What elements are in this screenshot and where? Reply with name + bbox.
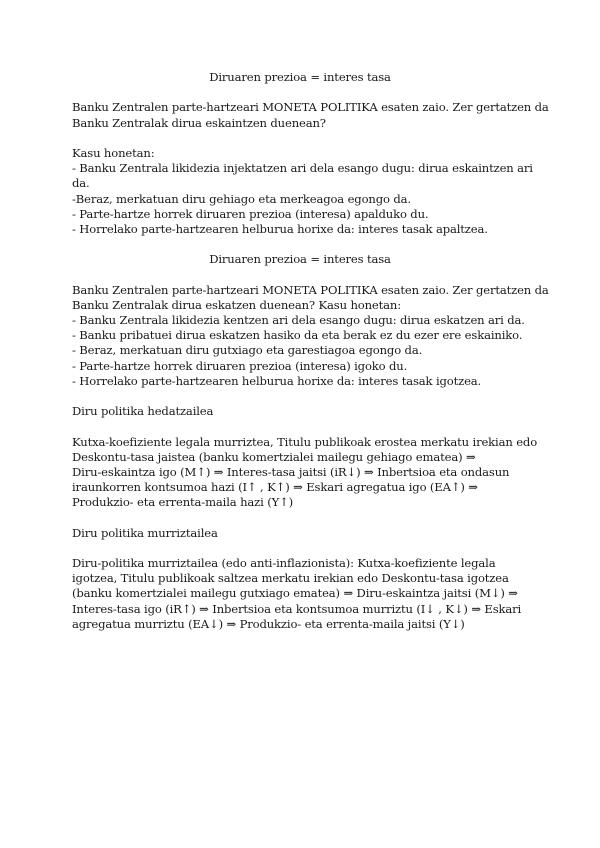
section1-title: Diruaren prezioa = interes tasa: [209, 70, 391, 84]
section3-line: iraunkorren kontsumoa hazi (I↑ , K↑) ⇒ Eskari agregatua igo (EA↑) ⇒: [72, 480, 478, 495]
section1-bullet: - Horrelako parte-hartzearen helburua horixe da: interes tasak apaltzea.: [72, 221, 488, 236]
section1-intro-line: Banku Zentralen parte-hartzeari MONETA POLITIKA esaten zaio. Zer gertatzen da: [72, 100, 549, 115]
spacer: [72, 85, 534, 100]
section2-line: - Banku Zentrala likidezia kentzen ari dela esango dugu: dirua eskatzen ari da.: [72, 313, 525, 327]
section2-line: - Banku pribatuei dirua eskatzen hasiko da eta berak ez du ezer ere eskainiko.: [72, 328, 523, 343]
section4-line: igotzea, Titulu publikoak saltzea merkatu irekian edo Deskontu-tasa igotzea: [72, 571, 509, 586]
spacer: [72, 541, 534, 556]
section4-title: Diru politika murriztailea: [72, 525, 218, 540]
section1-bullet: da.: [72, 176, 90, 191]
section3-line: Diru-eskaintza igo (M↑) ⇒ Interes-tasa jaitsi (iR↓) ⇒ Inbertsioa eta ondasun: [72, 464, 510, 479]
spacer: [72, 267, 534, 282]
section2-line: - Horrelako parte-hartzearen helburua horixe da: interes tasak igotzea.: [72, 373, 482, 388]
section2-line: - Beraz, merkatuan diru gutxiago eta garestiagoa egongo da.: [72, 343, 423, 358]
section3-line: Kutxa-koefiziente legala murriztea, Titulu publikoak erostea merkatu irekian edo: [72, 434, 538, 449]
section1-case-label: Kasu honetan:: [72, 145, 155, 160]
spacer: [72, 389, 534, 404]
section1-bullet: - Banku Zentrala likidezia injektatzen ari dela esango dugu: dirua eskaintzen ari: [72, 161, 533, 176]
section1-bullet: - Parte-hartze horrek diruaren prezioa (interesa) apalduko du.: [72, 206, 429, 221]
section1-intro-line: Banku Zentralak dirua eskaintzen duenean?: [72, 115, 326, 130]
section1-bullet: -Beraz, merkatuan diru gehiago eta merkeagoa egongo da.: [72, 191, 411, 206]
section2-line: Banku Zentralen parte-hartzeari MONETA POLITIKA esaten zaio. Zer gertatzen da: [72, 282, 549, 297]
spacer: [72, 237, 534, 252]
document-page: [72, 70, 549, 632]
section4-line: Diru-politika murriztailea (edo anti-inflazionista): Kutxa-koefiziente legala: [72, 556, 496, 570]
section3-line: Produkzio- eta errenta-maila hazi (Y↑): [72, 495, 294, 510]
spacer: [72, 131, 534, 146]
section3-line: Deskontu-tasa jaistea (banku komertzialei mailegu gehiago ematea) ⇒: [72, 449, 476, 464]
section2-title: Diruaren prezioa = interes tasa: [209, 252, 391, 267]
spacer: [72, 419, 534, 434]
section4-line: (banku komertzialei mailegu gutxiago ematea) ⇒ Diru-eskaintza jaitsi (M↓) ⇒: [72, 586, 518, 601]
section3-title: Diru politika hedatzailea: [72, 404, 214, 419]
section2-line: Banku Zentralak dirua eskatzen duenean? Kasu honetan:: [72, 297, 401, 312]
section2-line: - Parte-hartze horrek diruaren prezioa (interesa) igoko du.: [72, 358, 408, 373]
section4-line: Interes-tasa igo (iR↑) ⇒ Inbertsioa eta kontsumoa murriztu (I↓ , K↓) ⇒ Eskari: [72, 601, 522, 616]
section4-line: agregatua murriztu (EA↓) ⇒ Produkzio- eta errenta-maila jaitsi (Y↓): [72, 616, 465, 631]
spacer: [72, 510, 534, 525]
